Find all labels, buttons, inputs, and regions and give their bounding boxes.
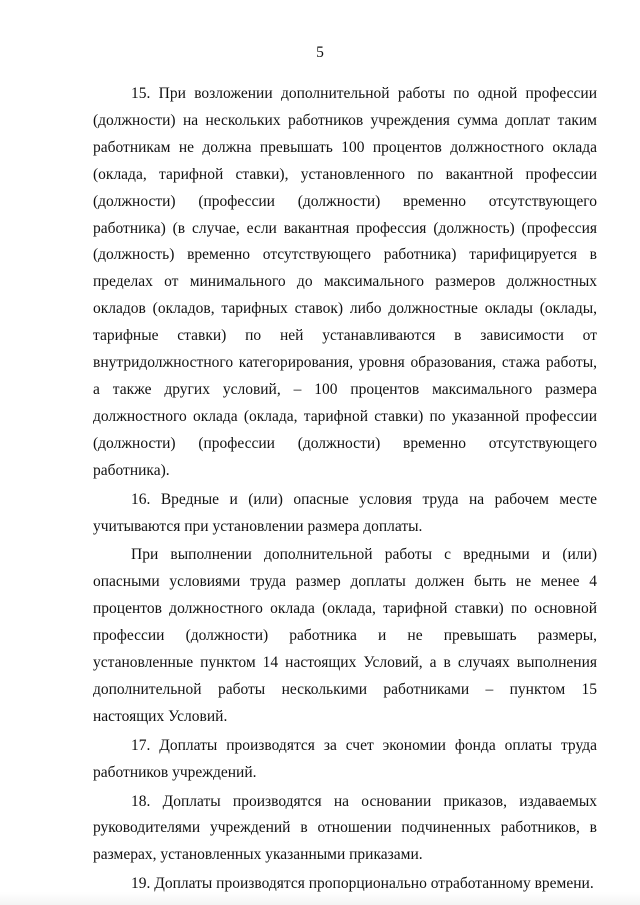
paragraph-16: 16. Вредные и (или) опасные условия труда на рабочем месте учитываются при установлении размера доплаты. — [93, 490, 597, 535]
document-body — [93, 81, 597, 898]
paragraph-18: 18. Доплаты производятся на основании приказов, издаваемых руководителями учреждений в отношении подчиненных работников, в размерах, установленных указанными приказами. — [93, 792, 597, 864]
paragraph-15: 15. При возложении дополнительной работы по одной профессии (должности) на нескольких работников учреждения сумма доплат таким работникам не должна превышать 100 процентов должностного оклада (оклада, тарифной ставки), установленного по вакантной профессии (должности) (профессии (должности) временно отсутствующего работника) (в случае, если вакантная профессия (должность) (профессия (должность) временно отсутствующего работника) тарифицируется в пределах от минимального до максимального размеров должностных окладов (окладов, тарифных ставок) либо должностные оклады (оклады, тарифные ставки) по ней устанавливаются в зависимости от внутридолжностного категорирования, уровня образования, стажа работы, а также других условий, – 100 процентов максимального размера должностного оклада (оклада, тарифной ставки) по указанной профессии (должности) (профессии (должности) временно отсутствующего работника). — [93, 85, 597, 479]
paragraph-17: 17. Доплаты производятся за счет экономии фонда оплаты труда работников учреждений. — [93, 736, 597, 781]
paragraph-19: 19. Доплаты производятся пропорционально отработанному времени. — [131, 875, 594, 893]
page-number: 5 — [316, 44, 324, 61]
scan-bottom-edge — [0, 892, 640, 905]
paragraph-16-continuation: При выполнении дополнительной работы с вредными и (или) опасными условиями труда размер доплаты должен быть не менее 4 процентов должностного оклада (оклада, тарифной ставки) по основной профессии (должности) работника и не превышать размеры, установленные пунктом 14 настоящих Условий, а в случаях выполнения дополнительной работы несколькими работниками – пунктом 15 настоящих Условий. — [93, 546, 597, 725]
